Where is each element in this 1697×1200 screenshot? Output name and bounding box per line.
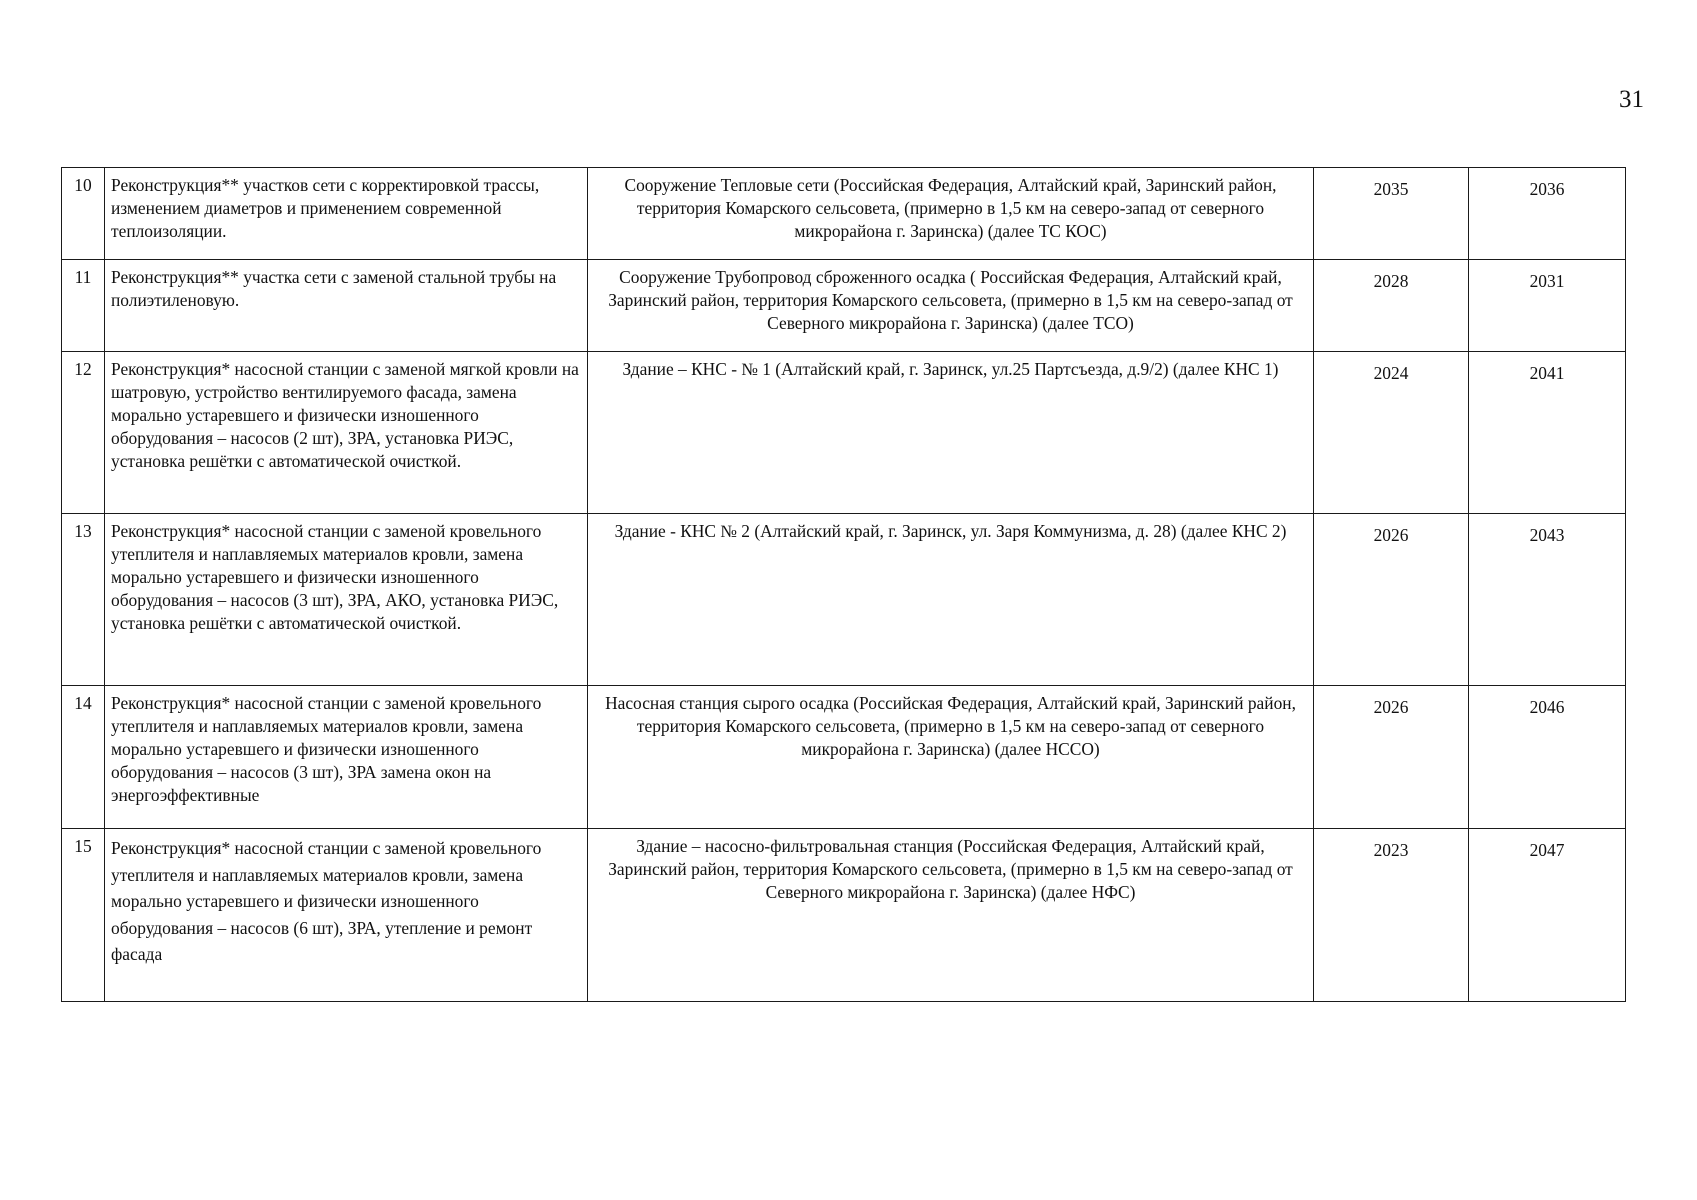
year-end: 2031 (1469, 260, 1626, 352)
object-description: Здание – насосно-фильтровальная станция (Российская Федерация, Алтайский край, Заринский район, территория Комарского сельсовета, (примерно в 1,5 км на северо-запад от Северного микрорайона г. Заринска) (далее НФС) (588, 829, 1314, 1002)
object-description: Сооружение Трубопровод сброженного осадка ( Российская Федерация, Алтайский край, Заринский район, территория Комарского сельсовета, (примерно в 1,5 км на северо-запад от Северного микрорайона г. Заринска) (далее ТСО) (588, 260, 1314, 352)
work-description: Реконструкция* насосной станции с заменой кровельного утеплителя и наплавляемых материалов кровли, замена морально устаревшего и физически изношенного оборудования – насосов (6 шт), ЗРА, утепление и ремонт фасада (105, 829, 588, 1002)
object-description: Насосная станция сырого осадка (Российская Федерация, Алтайский край, Заринский район, территория Комарского сельсовета, (примерно в 1,5 км на северо-запад от северного микрорайона г. Заринска) (далее НССО) (588, 686, 1314, 829)
year-start: 2028 (1314, 260, 1469, 352)
year-start: 2035 (1314, 168, 1469, 260)
work-description: Реконструкция* насосной станции с заменой мягкой кровли на шатровую, устройство вентилируемого фасада, замена морально устаревшего и физически изношенного оборудования – насосов (2 шт), ЗРА, установка РИЭС, установка решётки с автоматической очисткой. (105, 352, 588, 514)
table-row (62, 514, 1626, 686)
object-description: Сооружение Тепловые сети (Российская Федерация, Алтайский край, Заринский район, территория Комарского сельсовета, (примерно в 1,5 км на северо-запад от северного микрорайона г. Заринска) (далее ТС КОС) (588, 168, 1314, 260)
year-end: 2036 (1469, 168, 1626, 260)
table-row (62, 686, 1626, 829)
work-description: Реконструкция* насосной станции с заменой кровельного утеплителя и наплавляемых материалов кровли, замена морально устаревшего и физически изношенного оборудования – насосов (3 шт), ЗРА, АКО, установка РИЭС, установка решётки с автоматической очисткой. (105, 514, 588, 686)
work-description: Реконструкция** участков сети с корректировкой трассы, изменением диаметров и применением современной теплоизоляции. (105, 168, 588, 260)
year-end: 2043 (1469, 514, 1626, 686)
year-end: 2047 (1469, 829, 1626, 1002)
object-description: Здание – КНС - № 1 (Алтайский край, г. Заринск, ул.25 Партсъезда, д.9/2) (далее КНС 1) (588, 352, 1314, 514)
year-start: 2024 (1314, 352, 1469, 514)
row-number: 14 (62, 686, 105, 829)
table-row (62, 168, 1626, 260)
work-description: Реконструкция* насосной станции с заменой кровельного утеплителя и наплавляемых материалов кровли, замена морально устаревшего и физически изношенного оборудования – насосов (3 шт), ЗРА замена окон на энергоэффективные (105, 686, 588, 829)
year-end: 2041 (1469, 352, 1626, 514)
work-description: Реконструкция** участка сети с заменой стальной трубы на полиэтиленовую. (105, 260, 588, 352)
table-row (62, 829, 1626, 1002)
table-row (62, 260, 1626, 352)
table-row (62, 352, 1626, 514)
row-number: 10 (62, 168, 105, 260)
row-number: 11 (62, 260, 105, 352)
row-number: 15 (62, 829, 105, 1002)
row-number: 13 (62, 514, 105, 686)
year-start: 2026 (1314, 514, 1469, 686)
row-number: 12 (62, 352, 105, 514)
object-description: Здание - КНС № 2 (Алтайский край, г. Заринск, ул. Заря Коммунизма, д. 28) (далее КНС 2) (588, 514, 1314, 686)
reconstruction-table (61, 167, 1626, 1002)
year-start: 2026 (1314, 686, 1469, 829)
year-end: 2046 (1469, 686, 1626, 829)
page-number: 31 (1619, 86, 1644, 113)
year-start: 2023 (1314, 829, 1469, 1002)
